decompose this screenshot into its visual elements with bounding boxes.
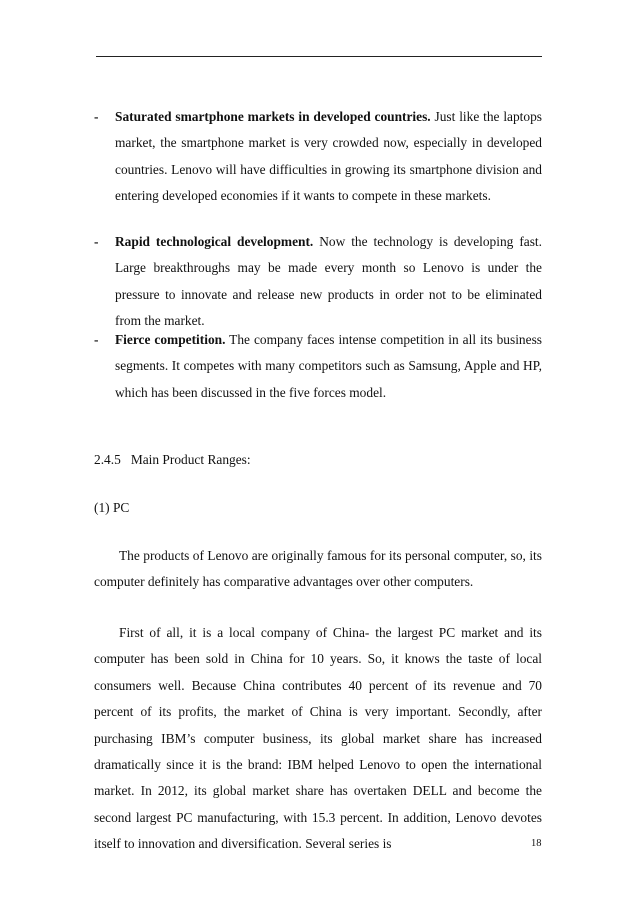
bullet-lead: Rapid technological development. — [115, 234, 314, 249]
bullet-body: Now the technology is developing fast. Large breakthroughs may be made every month so Lenovo is under the pressure to innovate and release new products in order not to be eliminated from the market. — [115, 234, 543, 329]
bullet-marker: - — [94, 332, 99, 347]
bullet-item-saturated-markets — [94, 104, 542, 210]
bullet-text — [115, 327, 542, 406]
bullet-body: Just like the laptops market, the smartphone market is very crowded now, especially in developed countries. Lenovo will have difficulties in growing its smartphone division and entering developed economies if it wants to compete in these markets. — [115, 109, 542, 204]
subheading: (1) PC — [94, 500, 130, 515]
paragraph-intro: The products of Lenovo are originally famous for its personal computer, so, its computer definitely has comparative advantages over other computers. — [94, 548, 542, 590]
bullet-body: The company faces intense competition in all its business segments. It competes with many competitors such as Samsung, Apple and HP, which has been discussed in the five forces model. — [115, 332, 542, 400]
section-heading: 2.4.5 Main Product Ranges: — [94, 452, 251, 467]
paragraph-details: First of all, it is a local company of China- the largest PC market and its computer has been sold in China for 10 years. So, it knows the taste of local consumers well. Because China contributes 40 percent of its revenue and 70 percent of its profits, the market of China is very important. Secondly, after purchasing IBM’s computer business, its global market share has increased dramatically since it is the brand: IBM helped Lenovo to open the international market. In 2012, its global market share has overtaken DELL and become the second largest PC manufacturing, with 15.3 percent. In addition, Lenovo devotes itself to innovation and diversification. Several series is — [94, 625, 542, 852]
bullet-lead: Saturated smartphone markets in developed countries. — [115, 109, 431, 124]
header-rule — [96, 56, 542, 57]
page-number: 18 — [531, 838, 542, 849]
bullet-text — [115, 104, 542, 210]
bullet-lead: Fierce competition. — [115, 332, 226, 347]
bullet-item-rapid-development — [94, 229, 542, 335]
bullet-marker: - — [94, 234, 99, 249]
bullet-marker: - — [94, 109, 99, 124]
bullet-item-fierce-competition — [94, 327, 542, 406]
bullet-text — [115, 229, 542, 335]
